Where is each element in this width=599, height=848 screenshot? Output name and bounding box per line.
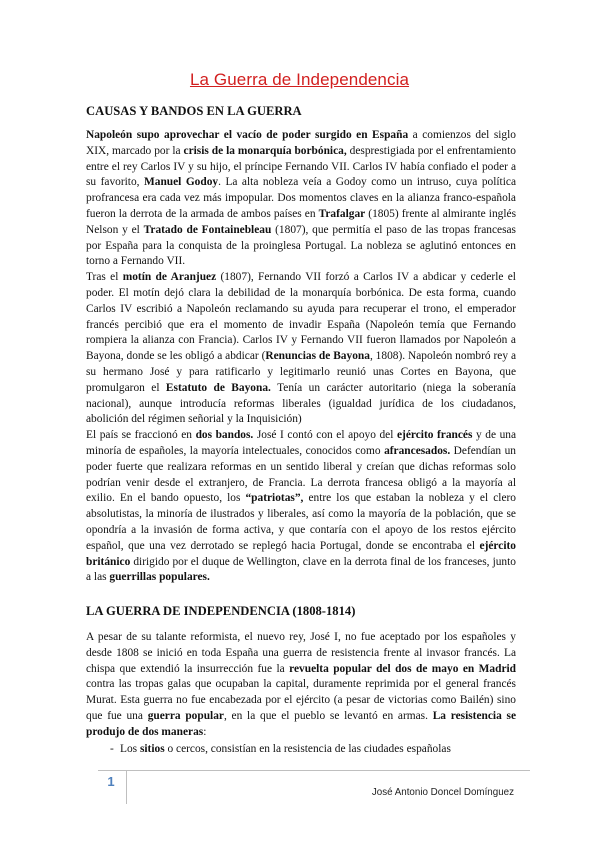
text-run: a comienzos del siglo XIX, marcado por la — [86, 129, 516, 157]
emphasis: motín de Aranjuez — [122, 271, 217, 284]
page-number: 1 — [107, 774, 115, 789]
text-run: desprestigiada por el enfrentamiento entre el rey Carlos IV y su hijo, el príncipe Fernando VII. Carlos IV había confiado el poder a su favorito, — [86, 144, 516, 189]
paragraph-dos-bandos — [86, 428, 516, 586]
document-title: La Guerra de Independencia — [189, 70, 410, 89]
emphasis: guerrillas populares. — [109, 571, 210, 584]
body-text-section2 — [86, 630, 516, 741]
emphasis: Manuel Godoy — [144, 176, 219, 189]
text-run: El país se fraccionó en — [86, 429, 196, 442]
emphasis: sitios — [139, 743, 165, 755]
text-run: A pesar de su talante reformista, el nuevo rey, José I, no fue aceptado por los españoles y desde 1808 se inició en toda España una guerra de resistencia frente al invasor francés. La chispa que extendió la insurrección fue la — [86, 631, 516, 675]
emphasis: crisis de la monarquía borbónica, — [183, 144, 347, 157]
text-run: entre los que estaban la nobleza y el clero absolutistas, la minoría de ilustrados y liberales, así como la mayoría de la población, que se opondría a la invasión de forma activa, y que contaría con el apoyo de los restos ejército español, que una vez derrotado se replegó hacia Portugal, donde se encontraba el — [86, 492, 516, 552]
section-heading-guerra: LA GUERRA DE INDEPENDENCIA (1808-1814) — [86, 604, 356, 618]
text-run: : — [203, 725, 207, 738]
emphasis: Estatuto de Bayona. — [165, 381, 271, 394]
text-run: José I contó con el apoyo del — [253, 429, 397, 442]
text-run: dirigido por el duque de Wellington, clave en la derrota final de los franceses, junto a las — [86, 555, 516, 584]
text-run: (1807), Fernando VII forzó a Carlos IV a abdicar y cederle el poder. El motín dejó clara la debilidad de la monarquía borbónica. De esta forma, cuando Carlos IV escribió a Napoleón reclamando su ayuda para recuperar el trono, el emperador francés percibió que era el momento de invadir España (Napoleón temía que Fernando rompiera la alianza con Francia). Carlos IV y Fernando VII fueron llamados por Napoleón a Bayona, donde se les obligó a abdicar ( — [86, 271, 516, 363]
list-item-sitios — [110, 742, 516, 758]
text-run: , 1808). Napoleón nombró rey a su hermano José y para ratificarlo y legitimarlo reunió unas Cortes en Bayona, que promulgaron el — [86, 350, 517, 394]
text-run: . La alta nobleza veía a Godoy como un intruso, cuya política profrancesa era cada vez más impopular. Dos momentos claves en la alianza franco-española fueron la derrota de la armada de ambos países en — [86, 176, 516, 220]
emphasis: afrancesados. — [384, 444, 451, 457]
footer-author: José Antonio Doncel Domínguez — [371, 787, 514, 798]
text-run: Tras el — [86, 271, 123, 284]
footer-rule — [98, 770, 530, 771]
emphasis: Tratado de Fontainebleau — [143, 223, 272, 236]
paragraph-resistencia — [86, 630, 516, 741]
text-run: Los — [120, 743, 140, 755]
text-run: contra las tropas galas que ocupaban la capital, duramente reprimida por el general francés Murat. Esta guerra no fue encabezada por el ejército (a pesar de victorias como Bailén) sino que fue una — [86, 678, 516, 722]
emphasis: “patriotas”, — [245, 492, 304, 505]
emphasis: dos bandos. — [195, 429, 254, 442]
text-run: o cercos, consistían en la resistencia de las ciudades españolas — [164, 743, 451, 755]
emphasis: ejército francés — [396, 429, 473, 442]
text-run: y de una minoría de españoles, la mayoría intelectuales, conocidos como — [86, 429, 517, 457]
emphasis: Renuncias de Bayona — [265, 350, 370, 363]
footer-divider — [126, 770, 127, 804]
text-run: Defendían un poder fuerte que realizara reformas en un sentido liberal y creían que dichas reformas solo podrían venir desde el extranjero, de Francia. La derrota francesa obligó a la mayoría al exilio. En el bando opuesto, los — [86, 444, 516, 505]
text-run: (1805) frente al almirante inglés Nelson y el — [86, 207, 516, 236]
section-heading-causas: CAUSAS Y BANDOS EN LA GUERRA — [86, 104, 302, 118]
paragraph-aranjuez — [86, 270, 516, 428]
emphasis: Trafalgar — [318, 207, 366, 220]
emphasis: Napoleón supo aprovechar el vacío de poder surgido en España — [86, 129, 409, 141]
emphasis: guerra popular — [147, 709, 224, 722]
emphasis: revuelta popular del dos de mayo en Madrid — [289, 662, 516, 675]
text-run: , en la que el pueblo se levantó en armas. — [223, 709, 433, 722]
emphasis: La resistencia se produjo de dos maneras — [86, 709, 517, 738]
text-run: Tenía un carácter autoritario (niega la soberanía nacional), aunque introducía reformas liberales (igualdad jurídica de los ciudadanos, abolición del régimen señorial y la Inquisición) — [86, 381, 516, 426]
bullet-dash: - — [110, 743, 114, 755]
text-run: (1807), que permitía el paso de las tropas francesas por España para la conquista de la proinglesa Portugal. La nobleza se aglutinó entonces en torno a Fernando VII. — [86, 223, 516, 268]
emphasis: ejército británico — [86, 539, 516, 568]
paragraph-napoleon — [86, 128, 516, 270]
body-text-section1 — [86, 128, 516, 586]
